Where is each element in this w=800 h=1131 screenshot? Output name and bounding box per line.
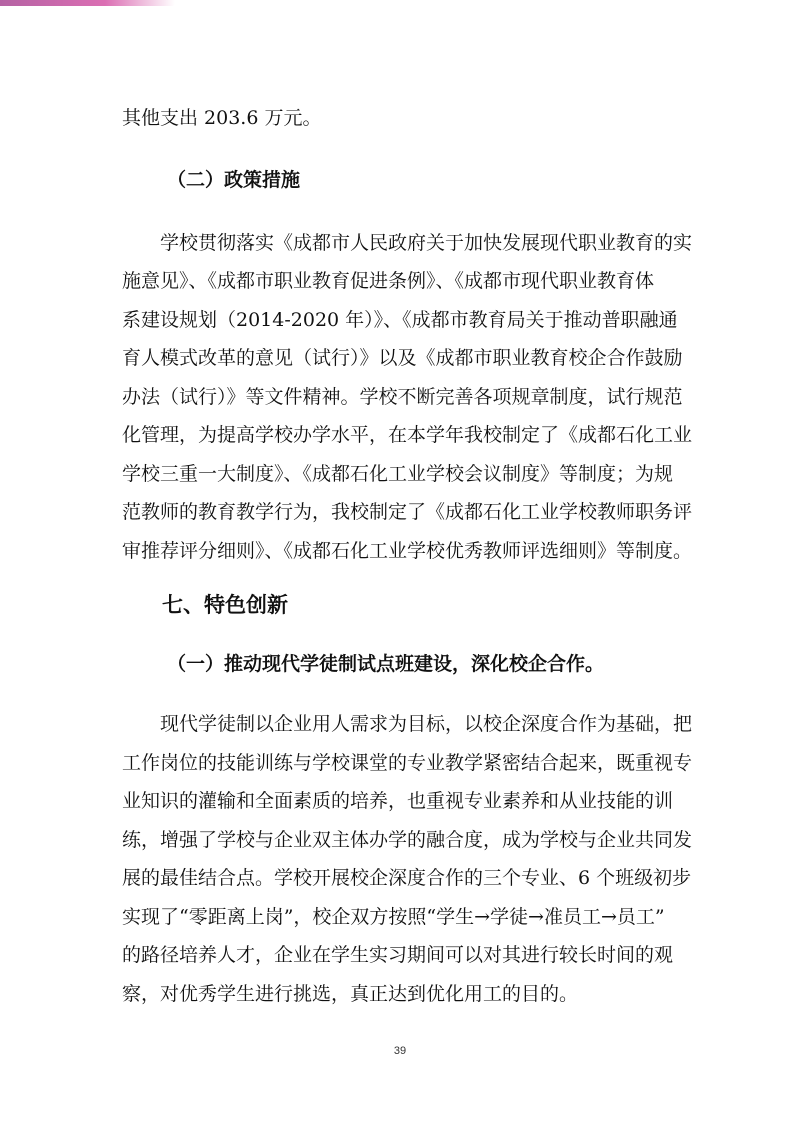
body-line: 工作岗位的技能训练与学校课堂的专业教学紧密结合起来，既重视专	[122, 752, 693, 774]
page-number: 39	[393, 1045, 407, 1057]
body-line: 办法（试行）》等文件精神。学校不断完善各项规章制度，试行规范	[122, 386, 683, 408]
body-line: 察，对优秀学生进行挑选，真正达到优化用工的目的。	[122, 983, 579, 1005]
section-heading-policy: （二）政策措施	[167, 169, 301, 191]
body-line: 现代学徒制以企业用人需求为目标，以校企深度合作为基础，把	[160, 713, 693, 735]
body-line: 学校三重一大制度》、《成都石化工业学校会议制度》等制度；为规	[122, 463, 674, 485]
body-line: 施意见》、《成都市职业教育促进条例》、《成都市现代职业教育体	[122, 270, 655, 292]
body-line: 展的最佳结合点。学校开展校企深度合作的三个专业、6 个班级初步	[122, 867, 692, 889]
body-line: 实现了“零距离上岗”，校企双方按照“学生→学徒→准员工→员工”	[122, 906, 665, 928]
body-line: 业知识的灌输和全面素质的培养，也重视专业素养和从业技能的训	[122, 790, 674, 812]
body-line: 练，增强了学校与企业双主体办学的融合度，成为学校与企业共同发	[122, 829, 693, 851]
body-line: 的路径培养人才，企业在学生实习期间可以对其进行较长时间的观	[122, 944, 674, 966]
body-line: 育人模式改革的意见（试行）》以及《成都市职业教育校企合作鼓励	[122, 347, 683, 369]
body-line: 学校贯彻落实《成都市人民政府关于加快发展现代职业教育的实	[160, 232, 693, 254]
section-heading-seven: 七、特色创新	[162, 593, 288, 617]
body-line: 化管理，为提高学校办学水平，在本学年我校制定了《成都石化工业	[122, 424, 693, 446]
subsection-heading-one: （一）推动现代学徒制试点班建设，深化校企合作。	[167, 653, 605, 675]
body-line: 审推荐评分细则》、《成都石化工业学校优秀教师评选细则》等制度。	[122, 540, 693, 562]
body-line: 范教师的教育教学行为，我校制定了《成都石化工业学校教师职务评	[122, 501, 693, 523]
header-decoration	[0, 0, 175, 6]
body-line: 其他支出 203.6 万元。	[122, 107, 322, 129]
body-line: 系建设规划（2014-2020 年）》、《成都市教育局关于推动普职融通	[122, 309, 678, 331]
